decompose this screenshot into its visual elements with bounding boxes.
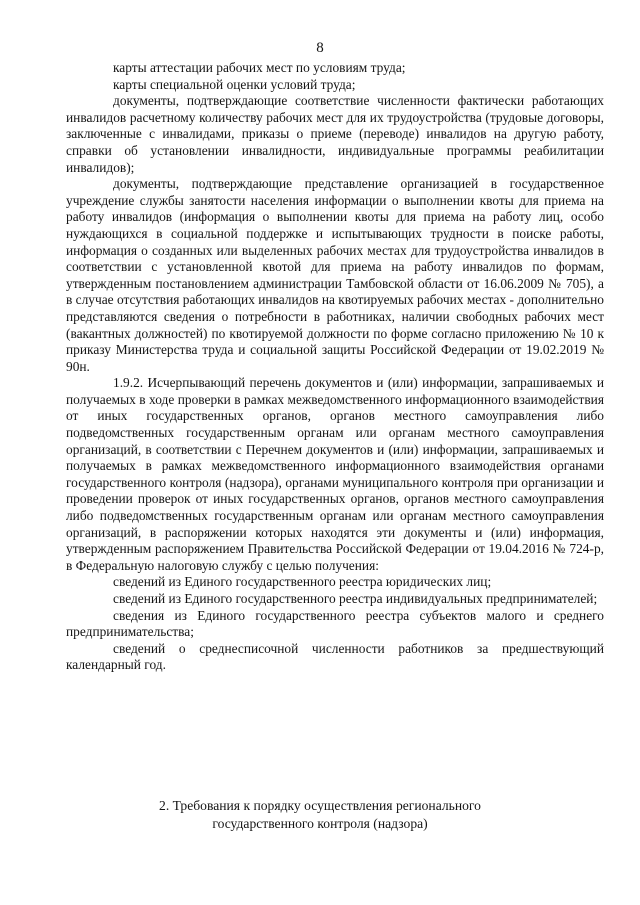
list-item-entrepreneurs-registry: сведений из Единого государственного реестра индивидуальных предпринимателей; [113,591,598,606]
paragraph-1-9-2: 1.9.2. Исчерпывающий перечень документов и (или) информации, запрашиваемых и получаемых в ходе проверки в рамках межведомственного информационного взаимодействия от иных государственных органов, органов местного самоуправления либо подведомственных государственным органам или органам местного самоуправления организаций, в соответствии с Перечнем документов и (или) информации, запрашиваемых и получаемых в рамках межведомственного информационного взаимодействия органами государственного контроля (надзора), органами муниципального контроля при организации и проведении проверок от иных государственных органов, органов местного самоуправления либо подведомственных государственным органам или органам местного самоуправления организаций, в распоряжении которых находятся эти документы и (или) информация, утвержденным распоряжением Правительства Российской Федерации от 19.04.2016 № 724-р, в Федеральную налоговую службу с целью получения: [66,375,604,573]
section-heading-line-2: государственного контроля (надзора) [212,815,428,831]
document-body [66,60,604,674]
paragraph-quota-report-documents: документы, подтверждающие представление организацией в государственное учреждение службы занятости населения информации о выполнении квоты для приема на работу инвалидов (информация о выполнении квоты для приема на работу лиц, особо нуждающихся в социальной поддержке и испытывающих трудности в поиске работы, информация о созданных или выделенных рабочих местах для трудоустройства инвалидов в соответствии с установленной квотой для приема на работу инвалидов по формам, утвержденным постановлением администрации Тамбовской области от 16.06.2009 № 705), а в случае отсутствия работающих инвалидов на квотируемых рабочих местах - дополнительно представляются сведения о потребности в работниках, наличии свободных рабочих мест (вакантных должностей) по квотируемой должности по форме согласно приложению № 10 к приказу Министерства труда и социальной защиты Российской Федерации от 19.02.2019 № 90н. [66,176,604,374]
list-item-small-business-registry: сведения из Единого государственного реестра субъектов малого и среднего предпринимательства; [66,607,604,640]
page-number: 8 [316,40,324,56]
section-heading [0,797,640,832]
list-item-legal-entities-registry: сведений из Единого государственного реестра юридических лиц; [113,574,492,590]
paragraph-attestation-cards: карты аттестации рабочих мест по условиям труда; [113,60,406,75]
list-item-average-headcount: сведений о среднесписочной численности работников за предшествующий календарный год. [66,640,604,673]
section-heading-line-1: 2. Требования к порядку осуществления регионального [159,798,481,813]
paragraph-disabled-employment-documents: документы, подтверждающие соответствие численности фактически работающих инвалидов расчетному количеству рабочих мест для их трудоустройства (трудовые договоры, заключенные с инвалидами, приказы о приеме (переводе) инвалидов на другую работу, справки об установлении инвалидности, индивидуальные программы реабилитации инвалидов); [66,93,604,175]
paragraph-special-assessment-cards: карты специальной оценки условий труда; [113,76,356,92]
